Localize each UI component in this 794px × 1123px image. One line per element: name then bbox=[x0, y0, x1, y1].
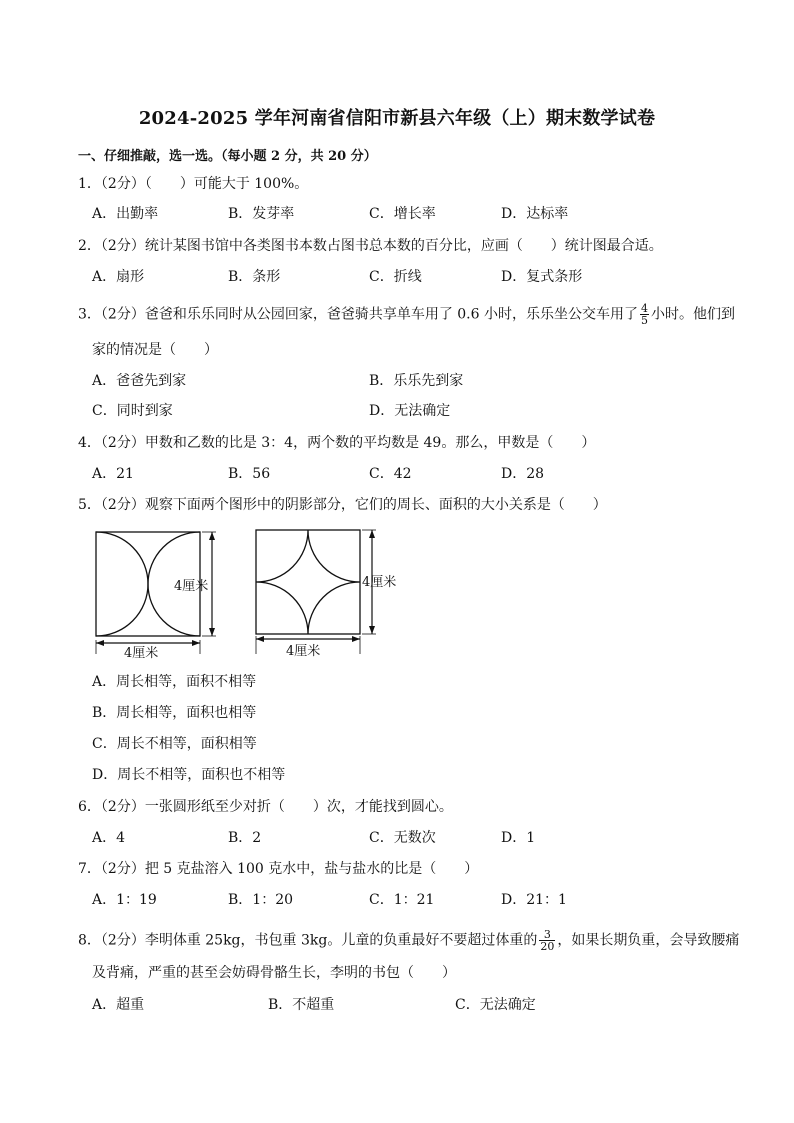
q1-option-a: A．出勤率 bbox=[92, 206, 159, 222]
q3-stem-continued: 家的情况是（ ） bbox=[92, 342, 218, 358]
q2-option-a: A．扇形 bbox=[92, 269, 145, 285]
arrow-right-icon bbox=[192, 640, 200, 646]
figure-1-left-arc bbox=[96, 532, 148, 636]
q4-option-d: D．28 bbox=[501, 466, 545, 482]
question-6-stem: 6．（2分）一张圆形纸至少对折（ ）次，才能找到圆心。 bbox=[78, 799, 453, 815]
page-title: 2024-2025 学年河南省信阳市新县六年级（上）期末数学试卷 bbox=[138, 108, 656, 129]
q7-option-b: B．1：20 bbox=[228, 892, 294, 908]
q8-option-c: C．无法确定 bbox=[455, 997, 536, 1013]
figure-2-square bbox=[256, 530, 360, 634]
q1-option-c: C．增长率 bbox=[369, 206, 436, 222]
q3-fraction-denominator: 5 bbox=[640, 314, 648, 327]
arrow-down-icon bbox=[209, 628, 215, 636]
q2-option-c: C．折线 bbox=[369, 269, 422, 285]
q6-option-a: A．4 bbox=[92, 830, 126, 846]
q3-option-a: A．爸爸先到家 bbox=[92, 373, 187, 389]
q8-option-b: B．不超重 bbox=[268, 997, 335, 1013]
arrow-down-icon bbox=[369, 626, 375, 634]
question-7-stem: 7．（2分）把 5 克盐溶入 100 克水中，盐与盐水的比是（ ） bbox=[78, 861, 479, 877]
q3-stem-part-1: 3．（2分）爸爸和乐乐同时从公园回家，爸爸骑共享单车用了 0.6 小时，乐乐坐公交车用了 bbox=[78, 306, 638, 323]
q4-option-a: A．21 bbox=[92, 466, 134, 482]
section-heading: 一、仔细推敲，选一选。（每小题 2 分，共 20 分） bbox=[78, 149, 377, 164]
arrow-up-icon bbox=[369, 530, 375, 538]
q4-option-c: C．42 bbox=[369, 466, 412, 482]
q8-option-a: A．超重 bbox=[92, 997, 145, 1013]
q5-option-a: A．周长相等，面积不相等 bbox=[92, 674, 257, 690]
question-8-stem bbox=[78, 929, 739, 952]
q7-option-d: D．21：1 bbox=[501, 892, 567, 908]
q6-option-d: D．1 bbox=[501, 830, 536, 846]
question-3-stem bbox=[78, 303, 735, 326]
q1-option-d: D．达标率 bbox=[501, 206, 569, 222]
arrow-left-icon bbox=[256, 636, 264, 642]
q3-stem-part-2: 小时。他们到 bbox=[650, 306, 735, 323]
question-1-stem: 1．（2分）（ ）可能大于 100%。 bbox=[78, 176, 309, 192]
q8-fraction bbox=[539, 929, 555, 952]
q8-stem-part-1: 8．（2分）李明体重 25kg，书包重 3kg。儿童的负重最好不要超过体重的 bbox=[78, 932, 538, 949]
figure-1 bbox=[96, 532, 216, 661]
q7-option-c: C．1：21 bbox=[369, 892, 435, 908]
figure-2-star-shape bbox=[256, 530, 360, 634]
q2-option-b: B．条形 bbox=[228, 269, 281, 285]
q3-option-c: C．同时到家 bbox=[92, 403, 173, 419]
q3-fraction bbox=[640, 303, 649, 326]
figure-2-side-label: 4厘米 bbox=[362, 575, 397, 590]
q5-figures bbox=[90, 526, 420, 662]
question-4-stem: 4．（2分）甲数和乙数的比是 3：4，两个数的平均数是 49。那么，甲数是（ ） bbox=[78, 435, 596, 451]
q5-option-c: C．周长不相等，面积相等 bbox=[92, 736, 257, 752]
question-2-stem: 2．（2分）统计某图书馆中各类图书本数占图书总本数的百分比，应画（ ）统计图最合适。 bbox=[78, 238, 663, 254]
q6-option-c: C．无数次 bbox=[369, 830, 436, 846]
q7-option-a: A．1：19 bbox=[92, 892, 157, 908]
figure-2 bbox=[256, 530, 396, 659]
q8-fraction-denominator: 20 bbox=[540, 940, 555, 953]
figure-1-bottom-label: 4厘米 bbox=[124, 646, 159, 661]
arrow-up-icon bbox=[209, 532, 215, 540]
figure-2-bottom-label: 4厘米 bbox=[286, 644, 321, 659]
arrow-right-icon bbox=[352, 636, 360, 642]
q1-option-b: B．发芽率 bbox=[228, 206, 295, 222]
q8-stem-part-2: ，如果长期负重，会导致腰痛 bbox=[557, 932, 740, 949]
figure-1-side-label: 4厘米 bbox=[174, 579, 209, 594]
question-5-stem: 5．（2分）观察下面两个图形中的阴影部分，它们的周长、面积的大小关系是（ ） bbox=[78, 497, 607, 513]
q2-option-d: D．复式条形 bbox=[501, 269, 583, 285]
q6-option-b: B．2 bbox=[228, 830, 262, 846]
q4-option-b: B．56 bbox=[228, 466, 271, 482]
q8-fraction-numerator: 3 bbox=[539, 929, 555, 941]
q8-stem-continued: 及背痛，严重的甚至会妨碍骨骼生长，李明的书包（ ） bbox=[92, 965, 456, 981]
q5-option-d: D．周长不相等，面积也不相等 bbox=[92, 767, 286, 783]
q5-option-b: B．周长相等，面积也相等 bbox=[92, 705, 257, 721]
q3-option-b: B．乐乐先到家 bbox=[369, 373, 464, 389]
q3-option-d: D．无法确定 bbox=[369, 403, 451, 419]
q3-fraction-numerator: 4 bbox=[640, 302, 648, 315]
arrow-left-icon bbox=[96, 640, 104, 646]
